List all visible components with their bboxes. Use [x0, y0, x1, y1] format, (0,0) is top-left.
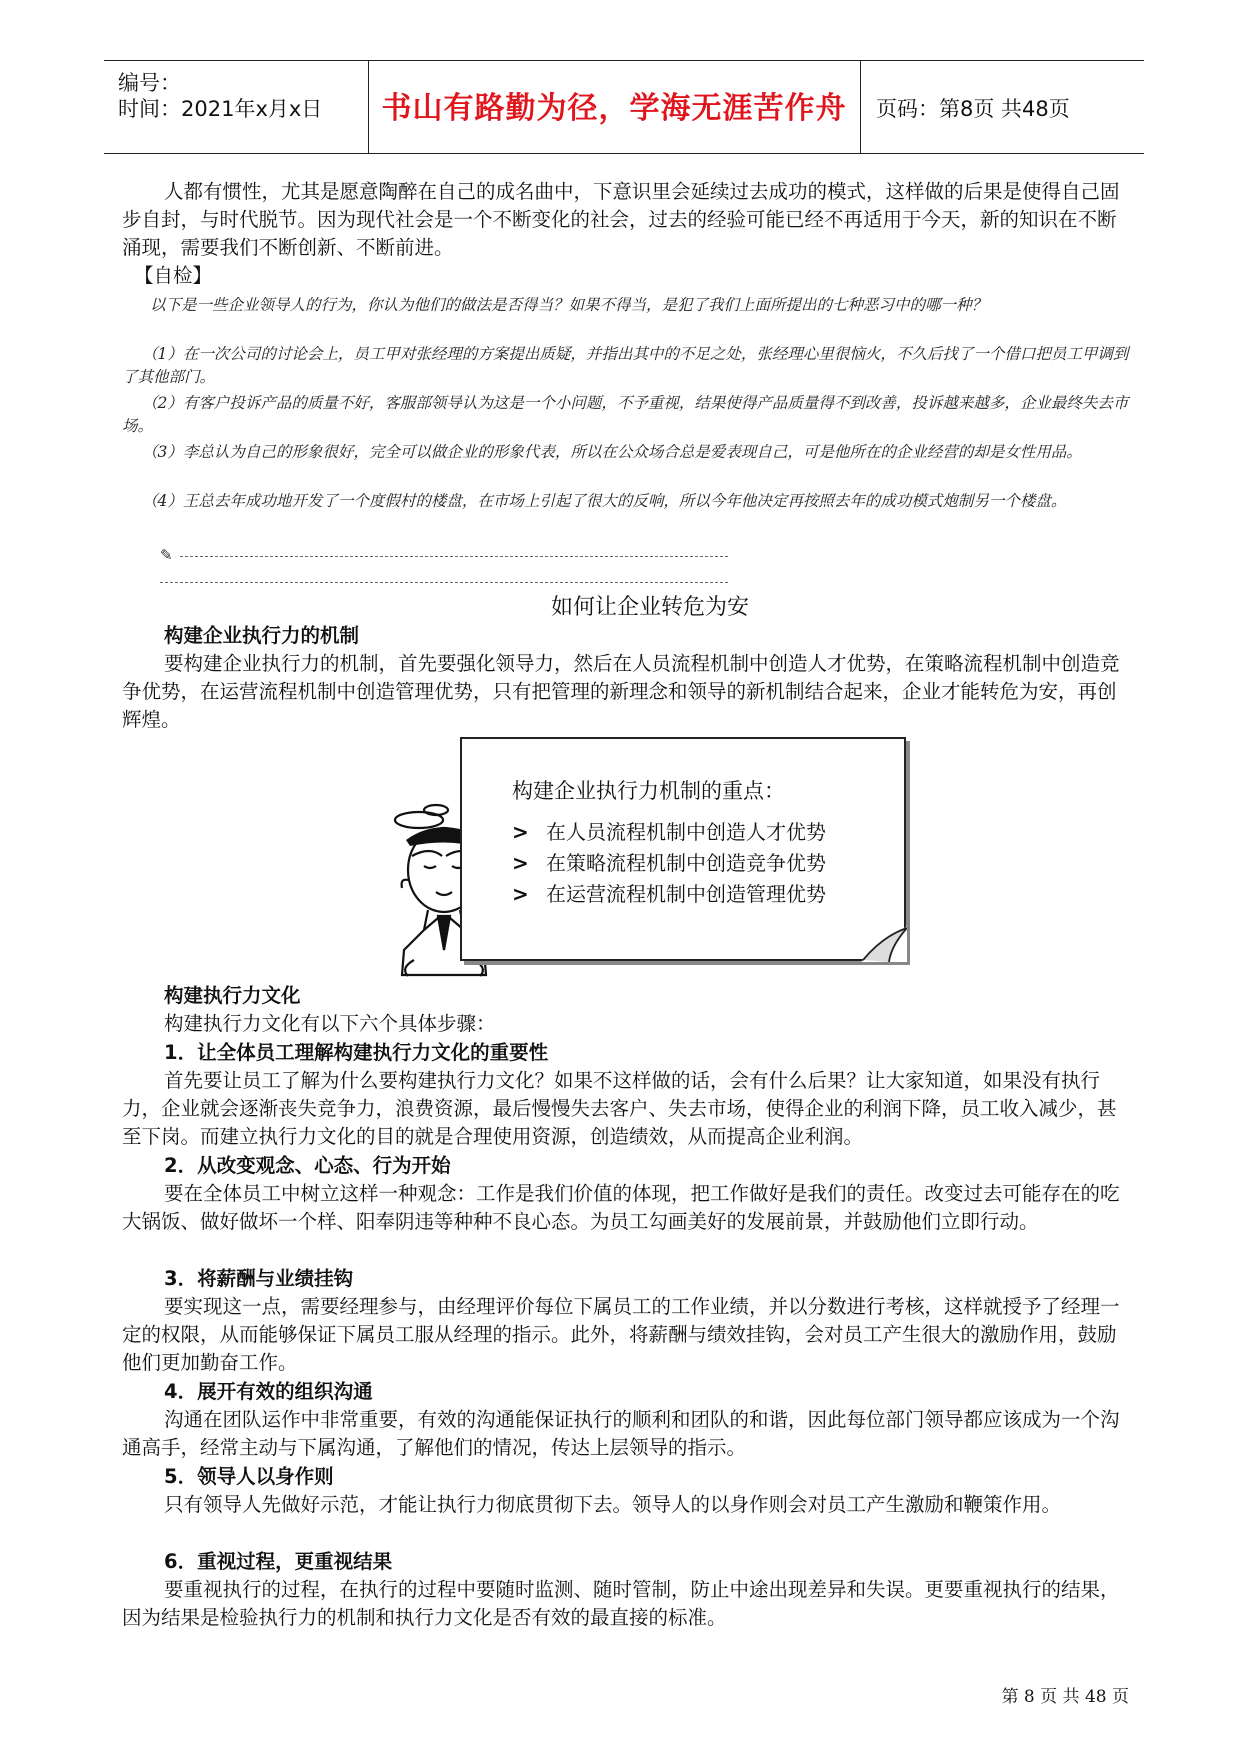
self-check-question: 以下是一些企业领导人的行为，你认为他们的做法是否得当？如果不得当，是犯了我们上面所提出的七种恶习中的哪一种？ — [150, 296, 988, 314]
page-curl-corner — [861, 926, 907, 962]
self-check-title: 【自检】 — [134, 264, 213, 287]
self-check-item: （3）李总认为自己的形象很好，完全可以做企业的形象代表，所以在公众场合总是爱表现自己，可是他所在的企业经营的却是女性用品。 — [142, 443, 1082, 461]
chevron-right-icon: > — [512, 882, 529, 906]
pencil-icon: ✎ — [160, 546, 173, 564]
step-text: 只有领导人先做好示范，才能让执行力彻底贯彻下去。领导人的以身作则会对员工产生激励和鞭策作用。 — [164, 1493, 1062, 1516]
self-check-item: （4）王总去年成功地开发了一个度假村的楼盘，在市场上引起了很大的反响，所以今年他决定再按照去年的成功模式炮制另一个楼盘。 — [142, 492, 1067, 510]
callout-list — [512, 817, 826, 910]
step-text: 要实现这一点，需要经理参与，由经理评价每位下属员工的工作业绩，并以分数进行考核，这样就授予了经理一定的权限，从而能够保证下属员工服从经理的指示。此外，将薪酬与绩效挂钩，会对员工产生很大的激励作用，鼓励他们更加勤奋工作。 — [122, 1295, 1120, 1374]
document-time: 时间：2021年x月x日 — [118, 97, 323, 121]
callout-title: 构建企业执行力机制的重点： — [512, 779, 785, 803]
callout-item: > 在策略流程机制中创造竞争优势 — [512, 848, 826, 879]
self-check-item: （2）有客户投诉产品的质量不好，客服部领导认为这是一个小问题，不予重视，结果使得产品质量得不到改善，投诉越来越多，企业最终失去市场。 — [122, 394, 1129, 435]
callout-item: > 在运营流程机制中创造管理优势 — [512, 879, 826, 910]
intro-paragraph: 人都有惯性，尤其是愿意陶醉在自己的成名曲中，下意识里会延续过去成功的模式，这样做的后果是使得自己固步自封，与时代脱节。因为现代社会是一个不断变化的社会，过去的经验可能已经不再适用于今天，新的知识在不断涌现，需要我们不断创新、不断前进。 — [122, 180, 1120, 259]
step-title: 3．将薪酬与业绩挂钩 — [164, 1267, 354, 1290]
step-title: 4．展开有效的组织沟通 — [164, 1380, 373, 1403]
step-text: 沟通在团队运作中非常重要，有效的沟通能保证执行的顺利和团队的和谐，因此每位部门领导都应该成为一个沟通高手，经常主动与下属沟通，了解他们的情况，传达上层领导的指示。 — [122, 1408, 1120, 1459]
chevron-right-icon: > — [512, 820, 529, 844]
chevron-right-icon: > — [512, 851, 529, 875]
mechanism-heading: 构建企业执行力的机制 — [164, 624, 360, 647]
section-title: 如何让企业转危为安 — [550, 595, 749, 620]
step-title: 2．从改变观念、心态、行为开始 — [164, 1154, 451, 1177]
self-check-item: （1）在一次公司的讨论会上，员工甲对张经理的方案提出质疑，并指出其中的不足之处，张经理心里很恼火，不久后找了一个借口把员工甲调到了其他部门。 — [122, 345, 1129, 386]
step-text: 要重视执行的过程，在执行的过程中要随时监测、随时管制，防止中途出现差异和失误。更要重视执行的结果，因为结果是检验执行力的机制和执行力文化是否有效的最直接的标准。 — [122, 1578, 1120, 1629]
answer-line — [180, 556, 728, 557]
step-text: 首先要让员工了解为什么要构建执行力文化？如果不这样做的话，会有什么后果？让大家知道，如果没有执行力，企业就会逐渐丧失竞争力，浪费资源，最后慢慢失去客户、失去市场，使得企业的利润下降，员工收入减少，甚至下岗。而建立执行力文化的目的就是合理使用资源，创造绩效，从而提高企业利润。 — [122, 1069, 1117, 1148]
callout-item: > 在人员流程机制中创造人才优势 — [512, 817, 826, 848]
header-page-number: 页码：第8页 共48页 — [876, 97, 1070, 121]
callout-box — [460, 737, 906, 961]
step-title: 1．让全体员工理解构建执行力文化的重要性 — [164, 1041, 549, 1064]
document-number: 编号： — [118, 71, 181, 95]
page-footer: 第 8 页 共 48 页 — [1001, 1687, 1129, 1707]
header-divider — [860, 61, 861, 153]
page-header — [104, 60, 1144, 154]
culture-intro: 构建执行力文化有以下六个具体步骤： — [164, 1012, 496, 1035]
step-title: 5．领导人以身作则 — [164, 1465, 334, 1488]
answer-line — [160, 582, 728, 583]
mechanism-paragraph: 要构建企业执行力的机制，首先要强化领导力，然后在人员流程机制中创造人才优势，在策略流程机制中创造竞争优势，在运营流程机制中创造管理优势，只有把管理的新理念和领导的新机制结合起来，企业才能转危为安，再创辉煌。 — [122, 652, 1120, 731]
step-text: 要在全体员工中树立这样一种观念：工作是我们价值的体现，把工作做好是我们的责任。改变过去可能存在的吃大锅饭、做好做坏一个样、阳奉阴违等种种不良心态。为员工勾画美好的发展前景，并鼓励他们立即行动。 — [122, 1182, 1120, 1233]
culture-heading: 构建执行力文化 — [164, 984, 301, 1007]
step-title: 6．重视过程，更重视结果 — [164, 1550, 393, 1573]
header-motto: 书山有路勤为径，学海无涯苦作舟 — [381, 91, 847, 126]
